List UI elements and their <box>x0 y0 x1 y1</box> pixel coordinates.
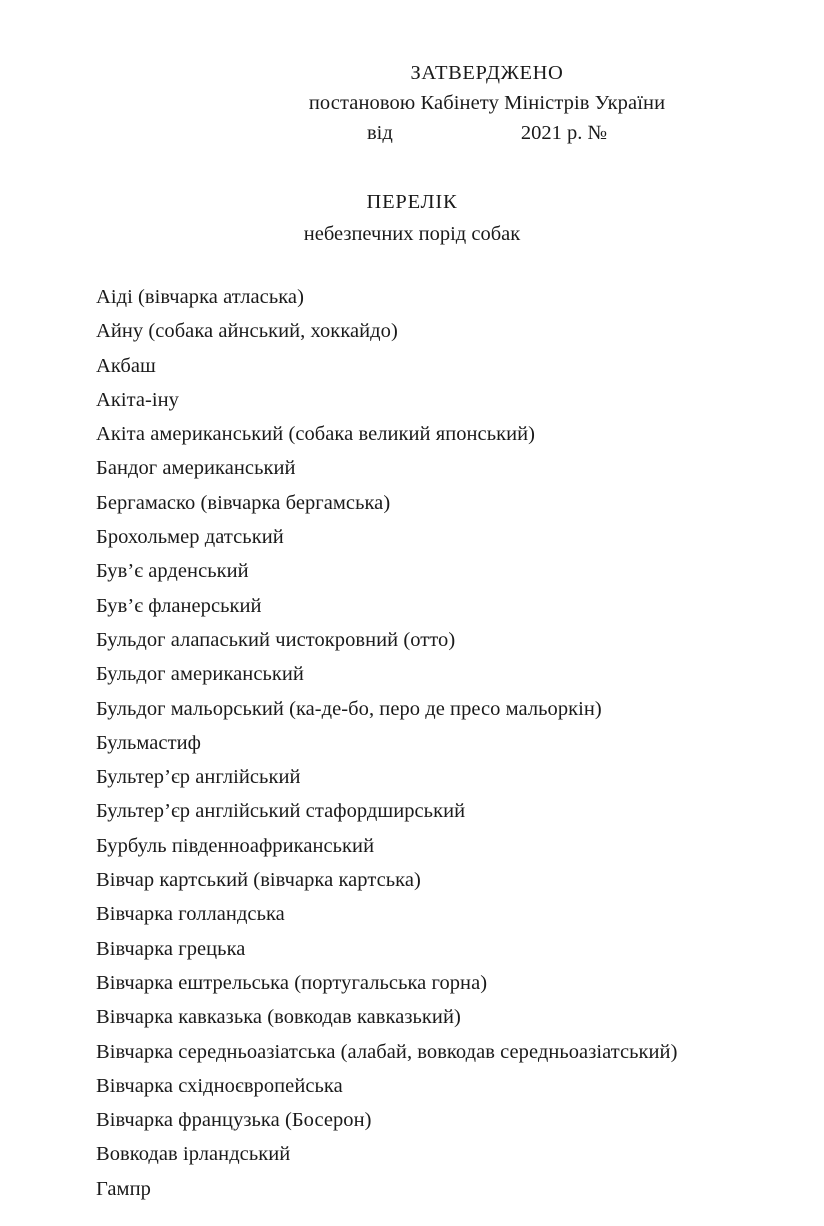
list-item: Був’є фланерський <box>96 594 262 617</box>
list-item: Бульмастиф <box>96 731 201 754</box>
approval-date-label: від <box>367 122 393 144</box>
list-item: Бульдог мальорський (ка-де-бо, перо де пресо мальоркін) <box>96 697 602 720</box>
list-item: Акіта американський (собака великий японський) <box>96 423 536 446</box>
list-item: Аіді (вівчарка атласька) <box>96 286 304 308</box>
list-item: Бультер’єр англійський <box>96 766 301 789</box>
list-item: Вовкодав ірландський <box>96 1143 291 1166</box>
list-item: Бульдог алапаський чистокровний (отто) <box>96 628 456 651</box>
list-item: Вівчарка ештрельська (португальська горна) <box>96 971 488 994</box>
list-item: Вівчар картський (вівчарка картська) <box>96 869 421 892</box>
list-item: Бульдог американський <box>96 663 304 686</box>
list-item: Акіта-іну <box>96 388 179 411</box>
approval-date-row <box>228 118 746 148</box>
breed-list <box>96 280 746 1206</box>
list-item: Вівчарка французька (Босерон) <box>96 1109 372 1132</box>
approval-authority: постановою Кабінету Міністрів України <box>308 92 666 114</box>
list-item: Вівчарка голландська <box>96 903 285 926</box>
list-item: Бурбуль південноафриканський <box>96 834 375 857</box>
list-item: Бультер’єр англійський стафордширський <box>96 800 466 823</box>
title-block <box>78 186 746 250</box>
page-title: ПЕРЕЛІК <box>366 191 458 213</box>
approval-date-value: 2021 р. № <box>520 122 607 144</box>
approval-date-blank <box>393 118 521 148</box>
list-item: Був’є арденський <box>96 560 249 583</box>
list-item: Бергамаско (вівчарка бергамська) <box>96 491 391 514</box>
list-item: Гампр <box>96 1177 151 1200</box>
list-item: Акбаш <box>96 354 156 377</box>
list-item: Бандог американський <box>96 457 296 480</box>
page-subtitle: небезпечних порід собак <box>303 223 521 245</box>
list-item: Вівчарка кавказька (вовкодав кавказький) <box>96 1006 461 1029</box>
approval-heading: ЗАТВЕРДЖЕНО <box>410 62 564 84</box>
list-item: Брохольмер датський <box>96 526 284 549</box>
approval-block <box>228 58 746 148</box>
list-item: Вівчарка грецька <box>96 937 246 960</box>
list-item: Айну (собака айнський, хоккайдо) <box>96 320 398 343</box>
list-item: Вівчарка середньоазіатська (алабай, вовкодав середньоазіатський) <box>96 1040 678 1063</box>
list-item: Вівчарка східноєвропейська <box>96 1074 343 1097</box>
